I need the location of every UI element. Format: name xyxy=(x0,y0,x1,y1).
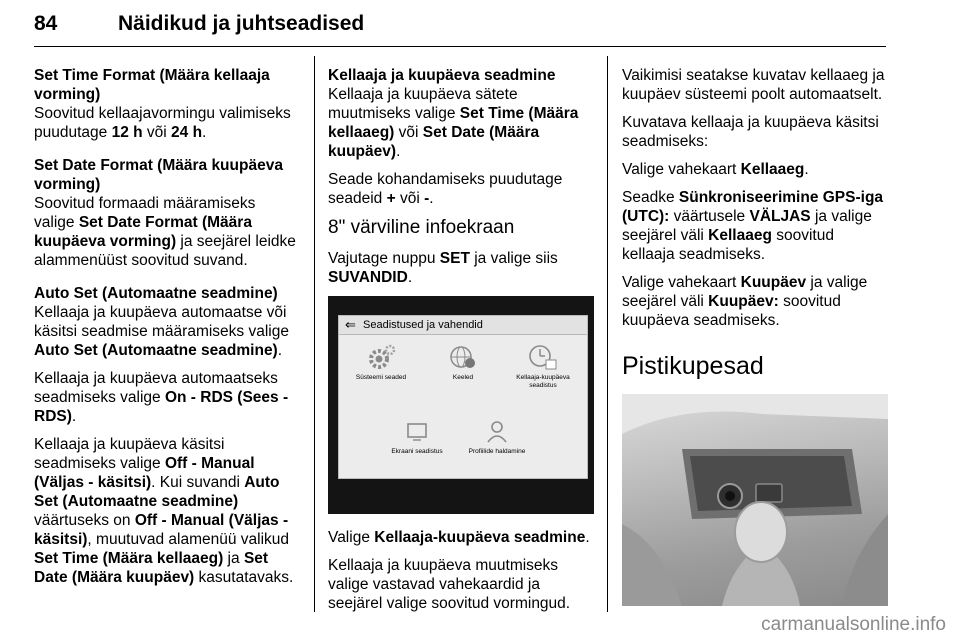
column-3 xyxy=(622,66,888,606)
paragraph: Valige vahekaart Kuupäev ja valige seejärel väli Kuupäev: soovitud kuupäeva seadmiseks. xyxy=(622,274,868,329)
paragraph: Seadke Sünkroniseerimine GPS-iga (UTC): väärtusele VÄLJAS ja valige seejärel väli Kellaaeg soovitud kellaaja seadmiseks. xyxy=(622,189,884,263)
column-1 xyxy=(34,66,300,596)
subheading-clock-date: Kellaaja ja kuupäeva seadmine xyxy=(328,67,556,84)
paragraph: Vajutage nuppu SET ja valige siis SUVANDID. xyxy=(328,250,558,286)
paragraph: Kellaaja ja kuupäeva muutmiseks valige vastavad vahekaardid ja seejärel valige soovitud vormingud. xyxy=(328,557,571,612)
power-outlet-photo xyxy=(622,394,888,606)
screen-title-bar xyxy=(339,316,587,335)
paragraph: Kellaaja ja kuupäeva sätete muutmiseks valige Set Time (Määra kellaaeg) või Set Date (Määra kuupäev). xyxy=(328,86,579,160)
subheading-date-format: Set Date Format (Määra kuupäeva vorming) xyxy=(34,157,283,193)
back-arrow-icon[interactable]: ⇐ xyxy=(345,317,356,332)
tile-clock-date-settings[interactable]: Kellaaja-kuupäeva seadistus xyxy=(503,342,583,390)
settings-screenshot xyxy=(328,296,594,514)
chapter-title: Näidikud ja juhtseadised xyxy=(118,12,365,35)
console-illustration xyxy=(622,394,888,606)
paragraph: Vaikimisi seatakse kuvatav kellaaeg ja kuupäev süsteemi poolt automaatselt. xyxy=(622,67,885,103)
paragraph: Kellaaja ja kuupäeva automaatseks seadmiseks valige On - RDS (Sees - RDS). xyxy=(34,370,289,425)
paragraph: Seade kohandamiseks puudutage seadeid + või -. xyxy=(328,171,563,207)
header-rule xyxy=(34,46,886,47)
section-heading-info-display: 8" värviline infoekraan xyxy=(328,217,515,238)
tile-languages[interactable]: Keeled xyxy=(423,342,503,382)
column-divider xyxy=(607,56,608,612)
paragraph: Soovitud kellaajavormingu valimiseks puudutage 12 h või 24 h. xyxy=(34,105,291,141)
page-number: 84 xyxy=(34,12,58,35)
column-divider xyxy=(314,56,315,612)
tile-display-settings[interactable]: Ekraani seadistus xyxy=(377,416,457,456)
paragraph: Valige vahekaart Kellaaeg. xyxy=(622,161,809,178)
paragraph: Soovitud formaadi määramiseks valige Set Date Format (Määra kuupäeva vorming) ja seejärel leidke alammenüüst soovitud suvand. xyxy=(34,195,296,269)
paragraph: Kellaaja ja kuupäeva käsitsi seadmiseks valige Off - Manual (Väljas - käsitsi). Kui suvandi Auto Set (Automaatne seadmine) väärtuseks on Off - Manual (Väljas - käsitsi), muutuvad alamenüü valikud Set Time (Määra kellaaeg) ja Set Date (Määra kuupäev) kasutatavaks. xyxy=(34,436,294,586)
section-heading-power-outlets: Pistikupesad xyxy=(622,352,764,380)
tile-system-settings[interactable]: Süsteemi seaded xyxy=(341,342,421,382)
paragraph: Kuvatava kellaaja ja kuupäeva käsitsi seadmiseks: xyxy=(622,114,879,150)
profile-icon xyxy=(480,416,514,446)
globe-icon xyxy=(446,342,480,372)
paragraph: Valige Kellaaja-kuupäeva seadmine. xyxy=(328,529,590,546)
column-2 xyxy=(328,66,592,622)
gear-icon xyxy=(364,342,398,372)
page-header xyxy=(34,10,886,46)
subheading-time-format: Set Time Format (Määra kellaaja vorming) xyxy=(34,67,270,103)
subheading-auto-set: Auto Set (Automaatne seadmine) xyxy=(34,285,278,302)
display-icon xyxy=(400,416,434,446)
tile-profile-management[interactable]: Profiilide haldamine xyxy=(457,416,537,456)
clock-icon xyxy=(526,342,560,372)
paragraph: Kellaaja ja kuupäeva automaatse või käsitsi seadmise määramiseks valige Auto Set (Automaatne seadmine). xyxy=(34,304,289,359)
footer-watermark: carmanualsonline.info xyxy=(761,614,946,635)
settings-screen xyxy=(338,315,588,479)
screen-title: Seadistused ja vahendid xyxy=(363,319,483,331)
